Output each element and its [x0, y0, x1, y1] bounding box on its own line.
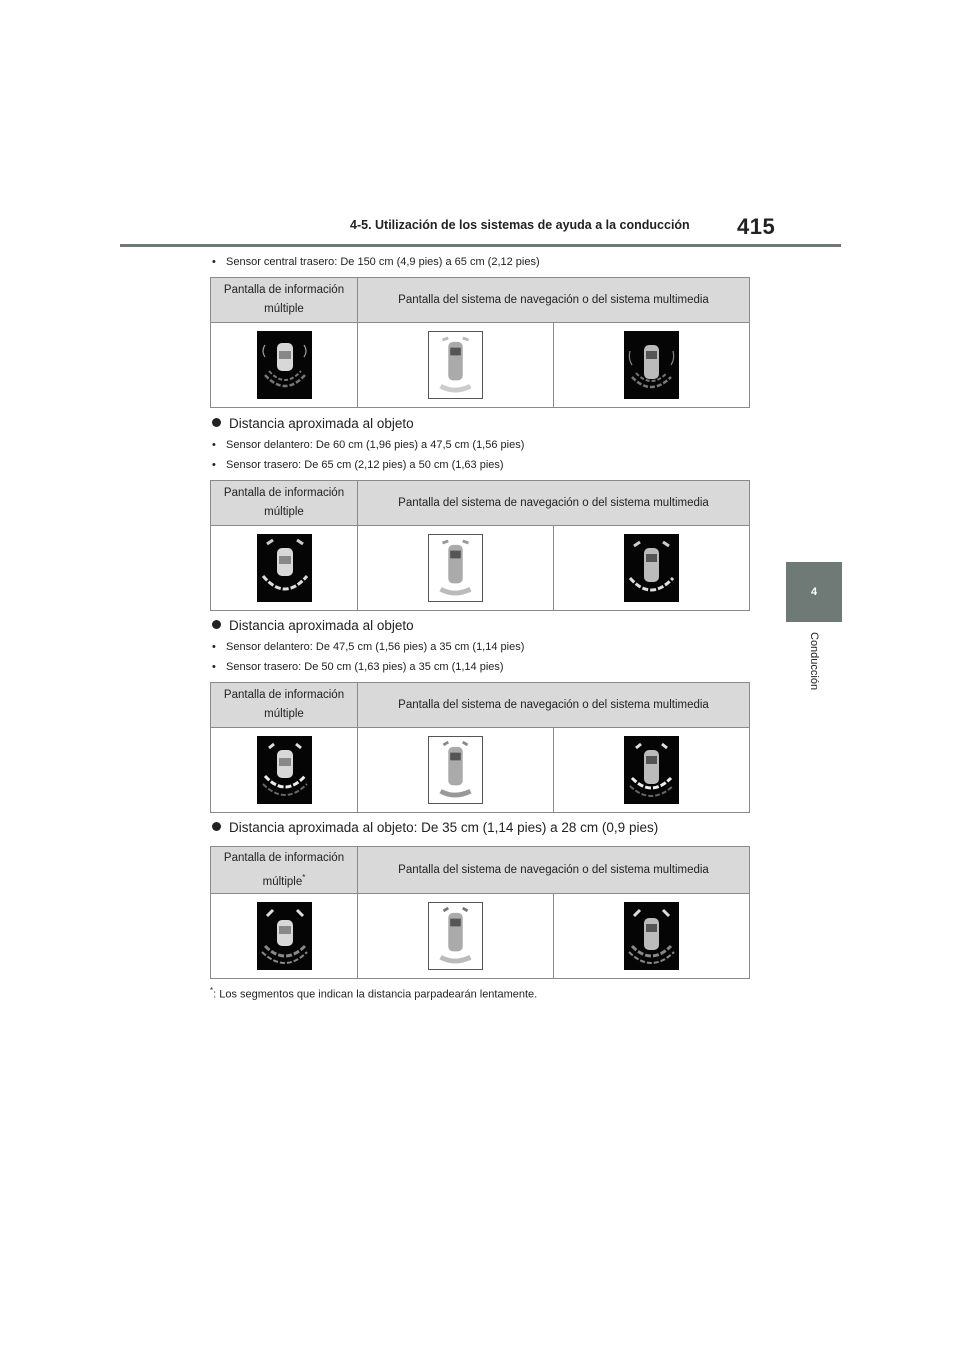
section-heading: Distancia aproximada al objeto: De 35 cm (1,14 pies) a 28 cm (0,9 pies): [212, 820, 658, 835]
display-table-c: [210, 682, 750, 813]
chapter-tab[interactable]: 4: [786, 562, 842, 622]
section-heading: Distancia aproximada al objeto: [212, 618, 414, 633]
navigation-display-light-image: [428, 902, 483, 970]
navigation-display-light-image: [428, 534, 483, 602]
cell-navigation-image-light: [358, 526, 554, 611]
bullet-dot-icon: [212, 822, 221, 831]
col-header-multi-info: Pantalla de información múltiple: [211, 278, 358, 323]
cell-navigation-image-light: [358, 728, 554, 813]
navigation-display-light-image: [428, 331, 483, 399]
bullet-symbol: •: [212, 459, 216, 471]
navigation-display-dark-image: [624, 736, 679, 804]
bullet-text: Sensor central trasero: De 150 cm (4,9 pies) a 65 cm (2,12 pies): [226, 256, 540, 268]
multi-info-display-image: [257, 331, 312, 399]
cell-navigation-image-dark: [554, 526, 750, 611]
cell-multi-info-image: [211, 526, 358, 611]
cell-navigation-image-dark: [554, 894, 750, 979]
section-heading: Distancia aproximada al objeto: [212, 416, 414, 431]
bullet-item: [212, 256, 540, 268]
bullet-text: Sensor trasero: De 50 cm (1,63 pies) a 35 cm (1,14 pies): [226, 661, 504, 673]
col-header-multi-info: Pantalla de información múltiple: [211, 481, 358, 526]
asterisk-marker: *: [302, 872, 306, 882]
display-table-d: [210, 846, 750, 979]
cell-multi-info-image: [211, 894, 358, 979]
bullet-item: [212, 459, 504, 471]
cell-multi-info-image: [211, 728, 358, 813]
cell-navigation-image-dark: [554, 728, 750, 813]
display-table-a: [210, 277, 750, 408]
multi-info-display-image: [257, 736, 312, 804]
navigation-display-light-image: [428, 736, 483, 804]
bullet-item: [212, 641, 524, 653]
col-header-multi-info: Pantalla de información múltiple*: [211, 847, 358, 894]
cell-navigation-image-light: [358, 323, 554, 408]
bullet-dot-icon: [212, 620, 221, 629]
col-header-navigation: Pantalla del sistema de navegación o del sistema multimedia: [358, 847, 750, 894]
cell-navigation-image-light: [358, 894, 554, 979]
cell-multi-info-image: [211, 323, 358, 408]
navigation-display-dark-image: [624, 902, 679, 970]
col-header-navigation: Pantalla del sistema de navegación o del sistema multimedia: [358, 481, 750, 526]
bullet-symbol: •: [212, 661, 216, 673]
bullet-text: Sensor delantero: De 47,5 cm (1,56 pies) a 35 cm (1,14 pies): [226, 641, 525, 653]
chapter-label: Conducción: [808, 632, 820, 691]
page-number: 415: [737, 214, 776, 239]
multi-info-display-image: [257, 902, 312, 970]
bullet-text: Sensor delantero: De 60 cm (1,96 pies) a 47,5 cm (1,56 pies): [226, 439, 525, 451]
cell-navigation-image-dark: [554, 323, 750, 408]
footnote-marker: *: [210, 986, 214, 995]
bullet-text: Sensor trasero: De 65 cm (2,12 pies) a 50 cm (1,63 pies): [226, 459, 504, 471]
display-table-b: [210, 480, 750, 611]
col-header-multi-info: Pantalla de información múltiple: [211, 683, 358, 728]
bullet-item: [212, 439, 524, 451]
col-header-navigation: Pantalla del sistema de navegación o del sistema multimedia: [358, 683, 750, 728]
bullet-symbol: •: [212, 439, 216, 451]
footnote-text: : Los segmentos que indican la distancia parpadearán lentamente.: [213, 988, 538, 1001]
bullet-symbol: •: [212, 256, 216, 268]
header-divider: [120, 244, 841, 247]
navigation-display-dark-image: [624, 534, 679, 602]
bullet-symbol: •: [212, 641, 216, 653]
multi-info-display-image: [257, 534, 312, 602]
col-header-navigation: Pantalla del sistema de navegación o del sistema multimedia: [358, 278, 750, 323]
navigation-display-dark-image: [624, 331, 679, 399]
bullet-item: [212, 661, 504, 673]
section-title: 4-5. Utilización de los sistemas de ayuda a la conducción: [350, 218, 690, 232]
footnote: [210, 986, 537, 1001]
bullet-dot-icon: [212, 418, 221, 427]
